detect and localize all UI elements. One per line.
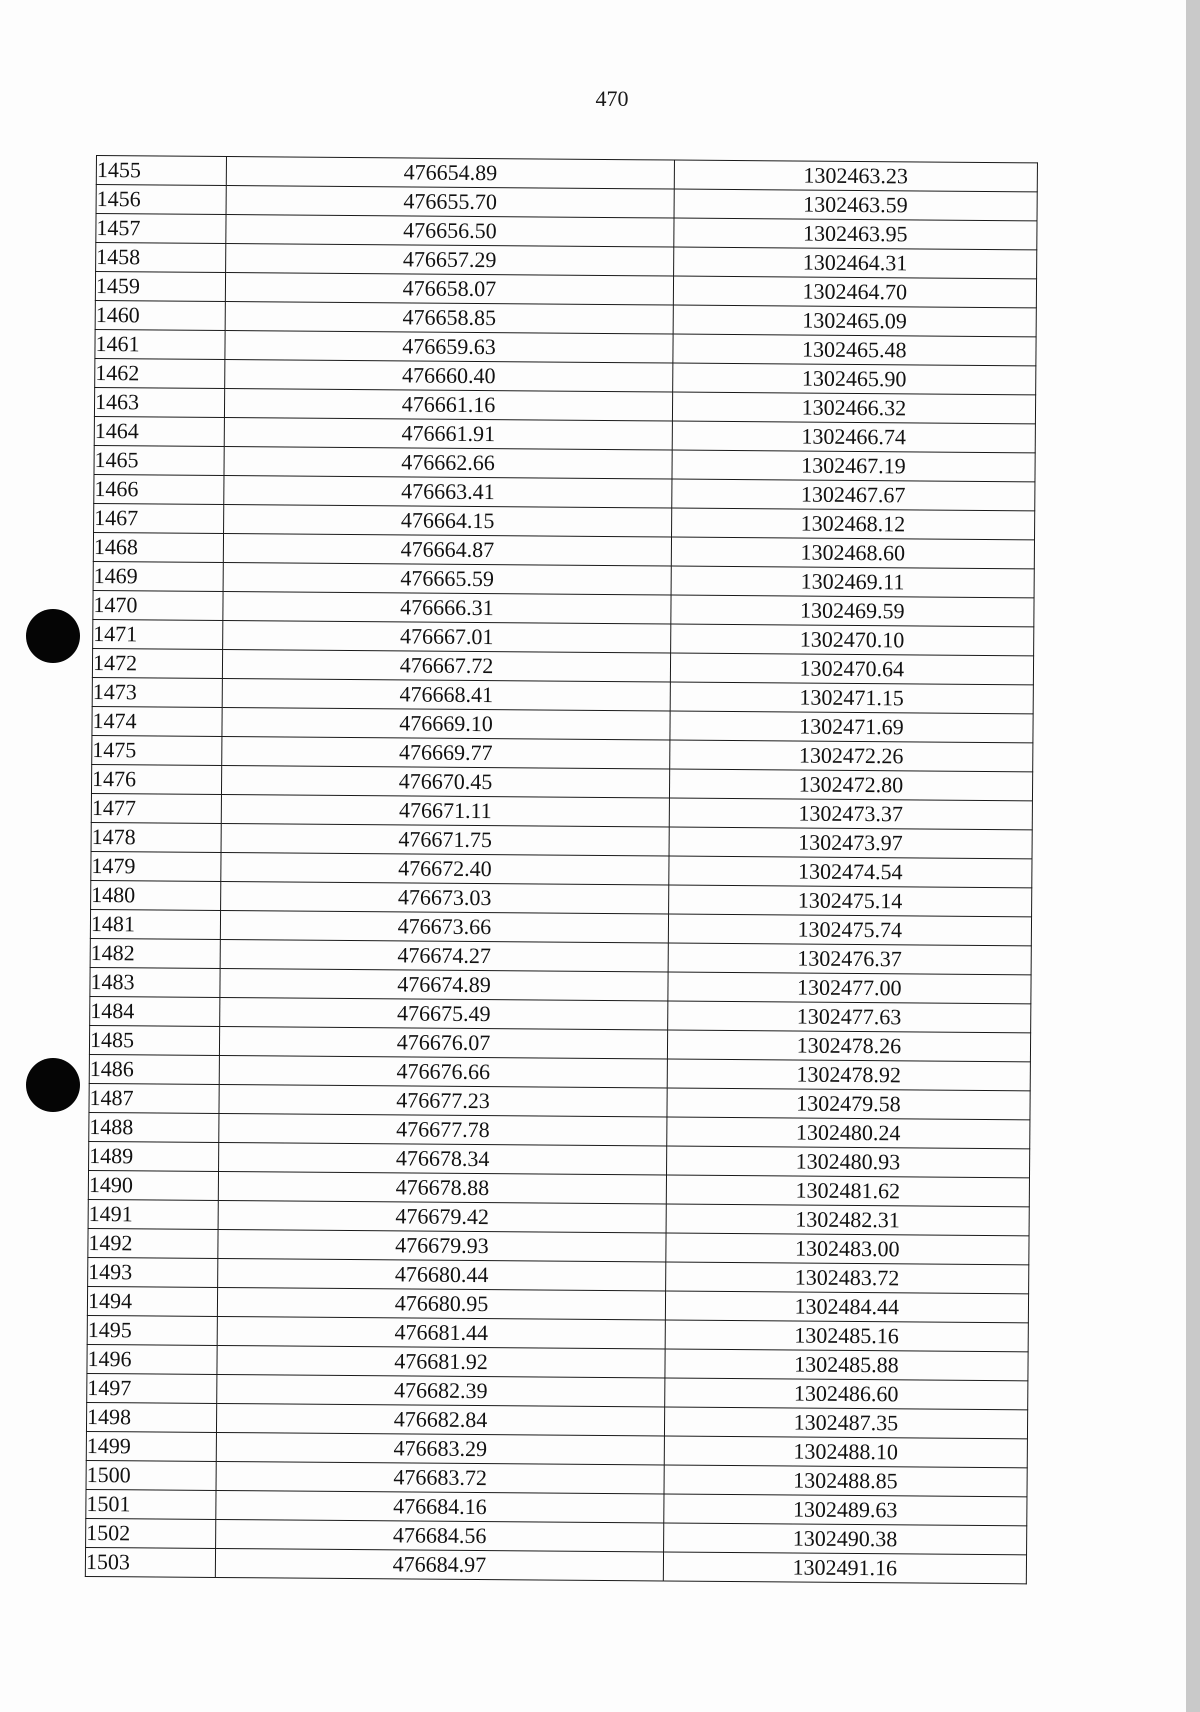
y-coordinate-cell: 1302485.88 [665, 1349, 1028, 1381]
y-coordinate-cell: 1302468.60 [671, 537, 1034, 569]
y-coordinate-cell: 1302471.69 [670, 711, 1033, 743]
point-id-cell: 1468 [93, 532, 224, 562]
x-coordinate-cell: 476678.88 [219, 1171, 667, 1204]
x-coordinate-cell: 476657.29 [226, 244, 674, 277]
x-coordinate-cell: 476676.66 [220, 1055, 668, 1088]
point-id-cell: 1466 [94, 474, 225, 504]
x-coordinate-cell: 476677.78 [219, 1113, 667, 1146]
point-id-cell: 1479 [91, 851, 222, 881]
x-coordinate-cell: 476667.01 [223, 621, 671, 654]
x-coordinate-cell: 476683.29 [217, 1432, 665, 1465]
y-coordinate-cell: 1302464.70 [673, 276, 1036, 308]
point-id-cell: 1486 [89, 1054, 220, 1084]
point-id-cell: 1499 [86, 1431, 217, 1461]
point-id-cell: 1487 [89, 1083, 220, 1113]
x-coordinate-cell: 476676.07 [220, 1027, 668, 1060]
x-coordinate-cell: 476668.41 [222, 679, 670, 712]
y-coordinate-cell: 1302473.97 [669, 827, 1032, 859]
point-id-cell: 1484 [90, 996, 221, 1026]
point-id-cell: 1493 [88, 1257, 219, 1287]
y-coordinate-cell: 1302463.59 [674, 189, 1037, 221]
point-id-cell: 1455 [96, 156, 227, 186]
point-id-cell: 1485 [89, 1025, 220, 1055]
x-coordinate-cell: 476682.84 [217, 1403, 665, 1436]
x-coordinate-cell: 476661.16 [225, 389, 673, 422]
x-coordinate-cell: 476671.11 [222, 795, 670, 828]
x-coordinate-cell: 476681.44 [217, 1316, 665, 1349]
x-coordinate-cell: 476684.97 [216, 1548, 664, 1581]
x-coordinate-cell: 476679.42 [218, 1200, 666, 1233]
y-coordinate-cell: 1302470.10 [670, 624, 1033, 656]
x-coordinate-cell: 476681.92 [217, 1345, 665, 1378]
y-coordinate-cell: 1302489.63 [663, 1494, 1026, 1526]
point-id-cell: 1498 [86, 1402, 217, 1432]
y-coordinate-cell: 1302487.35 [664, 1407, 1027, 1439]
y-coordinate-cell: 1302467.67 [671, 479, 1034, 511]
point-id-cell: 1476 [91, 764, 222, 794]
x-coordinate-cell: 476664.15 [224, 505, 672, 538]
y-coordinate-cell: 1302481.62 [666, 1175, 1029, 1207]
point-id-cell: 1503 [85, 1547, 216, 1577]
y-coordinate-cell: 1302475.14 [668, 885, 1031, 917]
point-id-cell: 1491 [88, 1199, 219, 1229]
y-coordinate-cell: 1302478.26 [667, 1030, 1030, 1062]
x-coordinate-cell: 476684.56 [216, 1519, 664, 1552]
y-coordinate-cell: 1302476.37 [668, 943, 1031, 975]
point-id-cell: 1457 [96, 214, 227, 244]
x-coordinate-cell: 476656.50 [226, 215, 674, 248]
x-coordinate-cell: 476677.23 [219, 1084, 667, 1117]
y-coordinate-cell: 1302466.32 [672, 392, 1035, 424]
point-id-cell: 1478 [91, 822, 222, 852]
punch-hole-top [26, 609, 80, 663]
coordinate-table [85, 155, 1038, 1584]
y-coordinate-cell: 1302469.59 [671, 595, 1034, 627]
point-id-cell: 1456 [96, 185, 227, 215]
y-coordinate-cell: 1302463.23 [674, 160, 1037, 192]
point-id-cell: 1472 [92, 648, 223, 678]
x-coordinate-cell: 476667.72 [223, 650, 671, 683]
x-coordinate-cell: 476665.59 [223, 563, 671, 596]
point-id-cell: 1471 [93, 619, 224, 649]
y-coordinate-cell: 1302484.44 [665, 1291, 1028, 1323]
point-id-cell: 1497 [87, 1373, 218, 1403]
y-coordinate-cell: 1302478.92 [667, 1059, 1030, 1091]
point-id-cell: 1462 [95, 358, 226, 388]
x-coordinate-cell: 476684.16 [216, 1490, 664, 1523]
point-id-cell: 1467 [94, 503, 225, 533]
x-coordinate-cell: 476663.41 [224, 476, 672, 509]
point-id-cell: 1501 [86, 1489, 217, 1519]
x-coordinate-cell: 476680.95 [218, 1287, 666, 1320]
x-coordinate-cell: 476675.49 [220, 998, 668, 1031]
point-id-cell: 1464 [94, 416, 225, 446]
point-id-cell: 1460 [95, 300, 226, 330]
y-coordinate-cell: 1302472.26 [669, 740, 1032, 772]
y-coordinate-cell: 1302475.74 [668, 914, 1031, 946]
point-id-cell: 1480 [91, 880, 222, 910]
y-coordinate-cell: 1302477.00 [668, 972, 1031, 1004]
point-id-cell: 1474 [92, 706, 223, 736]
x-coordinate-cell: 476664.87 [224, 534, 672, 567]
y-coordinate-cell: 1302474.54 [669, 856, 1032, 888]
y-coordinate-cell: 1302488.85 [664, 1465, 1027, 1497]
y-coordinate-cell: 1302480.24 [666, 1117, 1029, 1149]
y-coordinate-cell: 1302465.48 [673, 334, 1036, 366]
x-coordinate-cell: 476655.70 [226, 186, 674, 219]
y-coordinate-cell: 1302468.12 [671, 508, 1034, 540]
y-coordinate-cell: 1302465.90 [672, 363, 1035, 395]
y-coordinate-cell: 1302482.31 [666, 1204, 1029, 1236]
y-coordinate-cell: 1302472.80 [669, 769, 1032, 801]
point-id-cell: 1470 [93, 590, 224, 620]
y-coordinate-cell: 1302483.00 [666, 1233, 1029, 1265]
y-coordinate-cell: 1302470.64 [670, 653, 1033, 685]
point-id-cell: 1489 [89, 1141, 220, 1171]
y-coordinate-cell: 1302473.37 [669, 798, 1032, 830]
punch-hole-bottom [26, 1058, 80, 1112]
point-id-cell: 1496 [87, 1344, 218, 1374]
x-coordinate-cell: 476672.40 [221, 853, 669, 886]
y-coordinate-cell: 1302483.72 [665, 1262, 1028, 1294]
y-coordinate-cell: 1302469.11 [671, 566, 1034, 598]
point-id-cell: 1495 [87, 1315, 218, 1345]
x-coordinate-cell: 476670.45 [222, 766, 670, 799]
y-coordinate-cell: 1302477.63 [667, 1001, 1030, 1033]
x-coordinate-cell: 476669.10 [222, 708, 670, 741]
point-id-cell: 1490 [88, 1170, 219, 1200]
x-coordinate-cell: 476658.07 [226, 273, 674, 306]
point-id-cell: 1494 [87, 1286, 218, 1316]
y-coordinate-cell: 1302490.38 [663, 1523, 1026, 1555]
point-id-cell: 1477 [91, 793, 222, 823]
x-coordinate-cell: 476666.31 [223, 592, 671, 625]
x-coordinate-cell: 476682.39 [217, 1374, 665, 1407]
y-coordinate-cell: 1302480.93 [666, 1146, 1029, 1178]
y-coordinate-cell: 1302463.95 [674, 218, 1037, 250]
x-coordinate-cell: 476662.66 [224, 447, 672, 480]
point-id-cell: 1488 [89, 1112, 220, 1142]
point-id-cell: 1473 [92, 677, 223, 707]
point-id-cell: 1465 [94, 445, 225, 475]
y-coordinate-cell: 1302488.10 [664, 1436, 1027, 1468]
y-coordinate-cell: 1302485.16 [665, 1320, 1028, 1352]
x-coordinate-cell: 476654.89 [227, 157, 675, 190]
point-id-cell: 1461 [95, 329, 226, 359]
x-coordinate-cell: 476680.44 [218, 1258, 666, 1291]
x-coordinate-cell: 476674.27 [220, 940, 668, 973]
point-id-cell: 1458 [96, 243, 227, 273]
page-number: 470 [595, 86, 629, 111]
x-coordinate-cell: 476661.91 [225, 418, 673, 451]
y-coordinate-cell: 1302464.31 [673, 247, 1036, 279]
point-id-cell: 1502 [86, 1518, 217, 1548]
x-coordinate-cell: 476669.77 [222, 737, 670, 770]
y-coordinate-cell: 1302471.15 [670, 682, 1033, 714]
y-coordinate-cell: 1302491.16 [663, 1552, 1026, 1584]
coordinate-table-body [85, 156, 1037, 1584]
x-coordinate-cell: 476658.85 [225, 302, 673, 335]
x-coordinate-cell: 476673.66 [221, 911, 669, 944]
y-coordinate-cell: 1302465.09 [673, 305, 1036, 337]
x-coordinate-cell: 476671.75 [221, 824, 669, 857]
y-coordinate-cell: 1302466.74 [672, 421, 1035, 453]
y-coordinate-cell: 1302467.19 [672, 450, 1035, 482]
point-id-cell: 1469 [93, 561, 224, 591]
x-coordinate-cell: 476660.40 [225, 360, 673, 393]
point-id-cell: 1483 [90, 967, 221, 997]
point-id-cell: 1459 [95, 272, 226, 302]
point-id-cell: 1500 [86, 1460, 217, 1490]
y-coordinate-cell: 1302486.60 [664, 1378, 1027, 1410]
point-id-cell: 1481 [90, 909, 221, 939]
x-coordinate-cell: 476683.72 [216, 1461, 664, 1494]
point-id-cell: 1482 [90, 938, 221, 968]
x-coordinate-cell: 476674.89 [220, 969, 668, 1002]
x-coordinate-cell: 476679.93 [218, 1229, 666, 1262]
point-id-cell: 1475 [92, 735, 223, 765]
x-coordinate-cell: 476659.63 [225, 331, 673, 364]
y-coordinate-cell: 1302479.58 [667, 1088, 1030, 1120]
point-id-cell: 1492 [88, 1228, 219, 1258]
point-id-cell: 1463 [94, 387, 225, 417]
x-coordinate-cell: 476678.34 [219, 1142, 667, 1175]
x-coordinate-cell: 476673.03 [221, 882, 669, 915]
